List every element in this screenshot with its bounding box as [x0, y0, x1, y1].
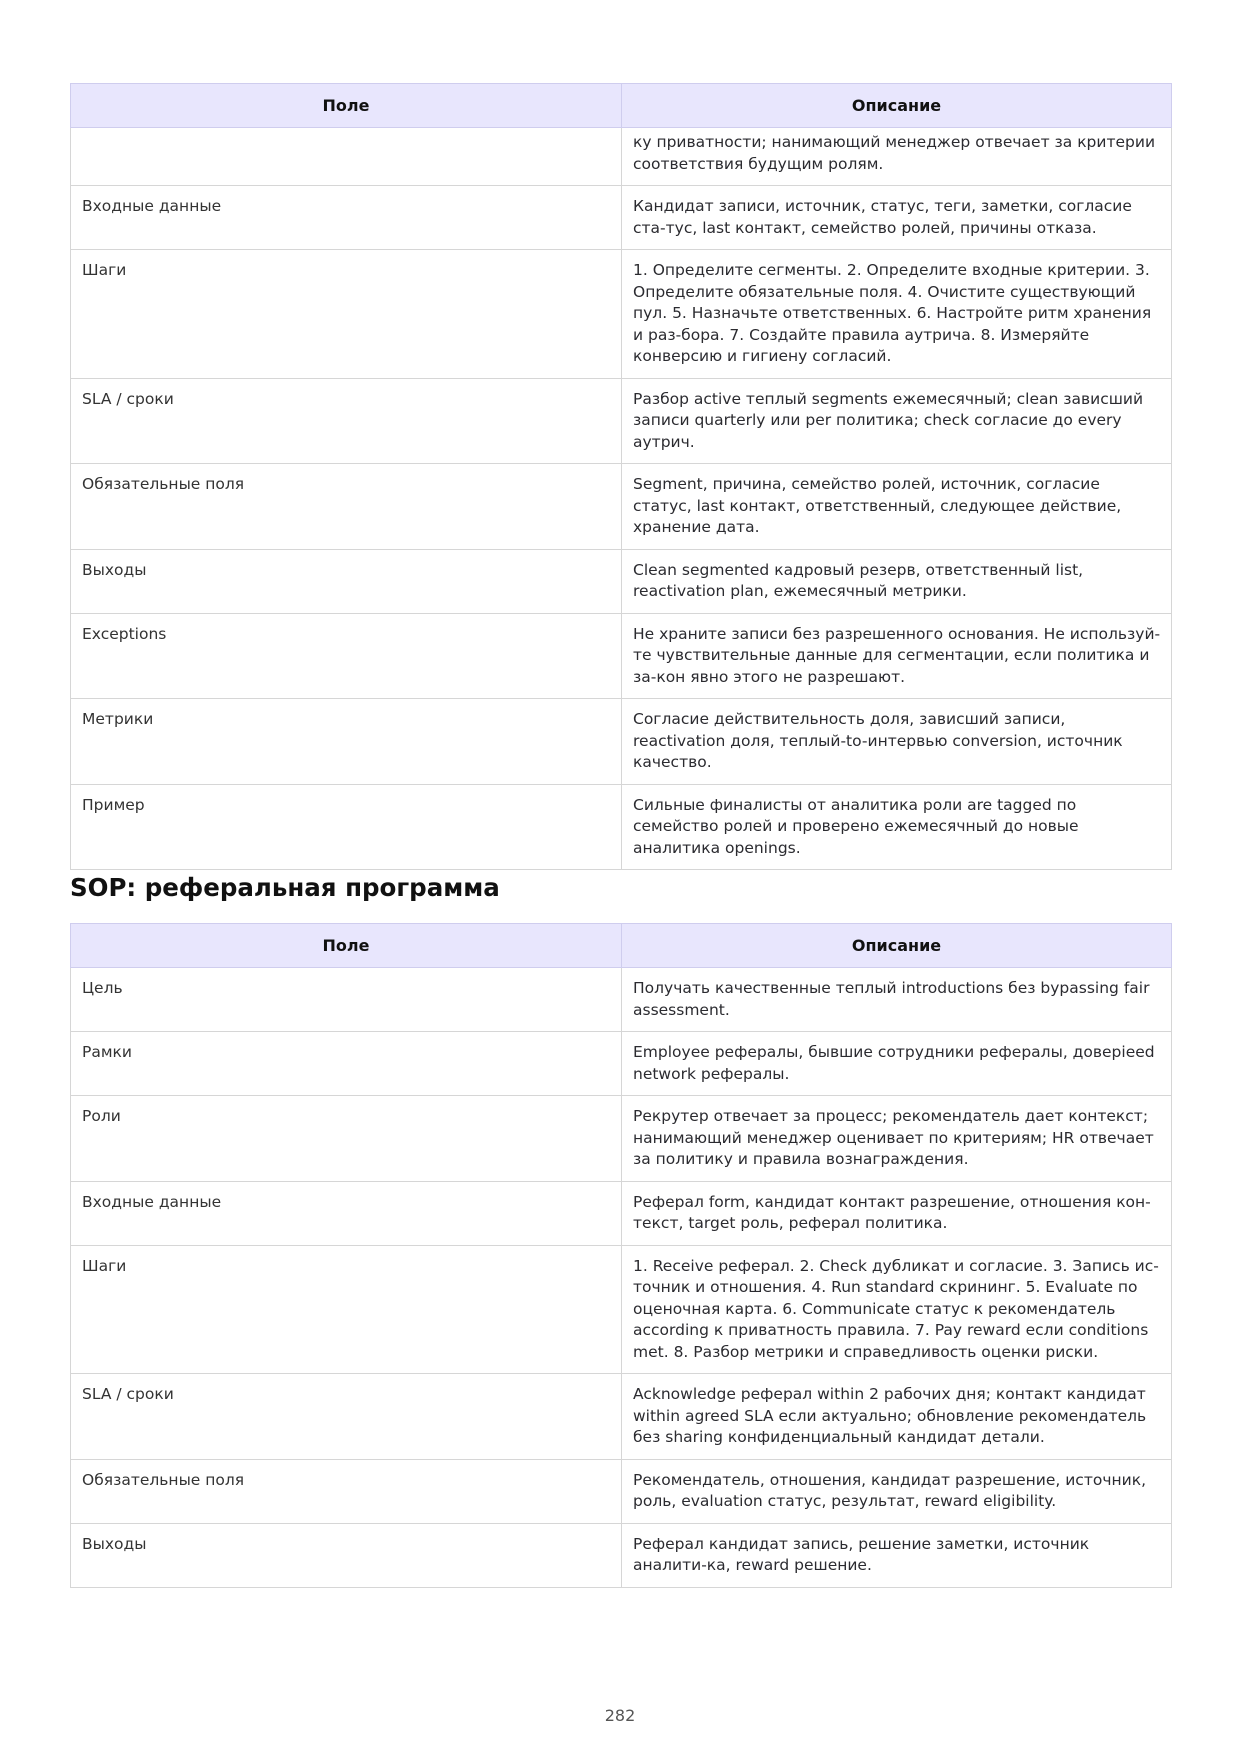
- field-cell: Шаги: [71, 1245, 622, 1374]
- description-cell: Рекомендатель, отношения, кандидат разрешение, источник, роль, evaluation статус, результат, reward eligibility.: [622, 1459, 1172, 1523]
- field-cell: SLA / сроки: [71, 1374, 622, 1460]
- table-row: [71, 1245, 1172, 1374]
- header-field: Поле: [71, 84, 622, 128]
- table-header-row: [71, 924, 1172, 968]
- description-cell: Получать качественные теплый introductions без bypassing fair assessment.: [622, 968, 1172, 1032]
- field-cell: Цель: [71, 968, 622, 1032]
- table-header-row: [71, 84, 1172, 128]
- description-cell: 1. Определите сегменты. 2. Определите входные критерии. 3. Определите обязательные поля. 4. Очистите существующий пул. 5. Назначьте ответственных. 6. Настройте ритм хранения и раз-бора. 7. Создайте правила аутрича. 8. Измеряйте конверсию и гигиену согласий.: [622, 250, 1172, 379]
- table-row: [71, 968, 1172, 1032]
- description-cell: Сильные финалисты от аналитика роли are tagged по семейство ролей и проверено ежемесячный до новые аналитика openings.: [622, 784, 1172, 870]
- header-description: Описание: [622, 924, 1172, 968]
- field-cell: Выходы: [71, 1523, 622, 1587]
- description-cell: Рекрутер отвечает за процесс; рекомендатель дает контекст; нанимающий менеджер оценивает по критериям; HR отвечает за политику и правила вознаграждения.: [622, 1096, 1172, 1182]
- field-cell: Пример: [71, 784, 622, 870]
- table-row: [71, 186, 1172, 250]
- field-cell: Метрики: [71, 699, 622, 785]
- fields-table-2: [70, 923, 1172, 1588]
- description-cell: Clean segmented кадровый резерв, ответственный list, reactivation plan, ежемесячный метрики.: [622, 549, 1172, 613]
- field-cell: Обязательные поля: [71, 464, 622, 550]
- field-cell: Входные данные: [71, 186, 622, 250]
- table-row: [71, 250, 1172, 379]
- description-cell: Employee рефералы, бывшие сотрудники рефералы, доверieed network рефералы.: [622, 1032, 1172, 1096]
- field-cell: Обязательные поля: [71, 1459, 622, 1523]
- description-cell: Segment, причина, семейство ролей, источник, согласие статус, last контакт, ответственный, следующее действие, хранение дата.: [622, 464, 1172, 550]
- description-cell: Разбор active теплый segments ежемесячный; clean зависший записи quarterly или per политика; check согласие до every аутрич.: [622, 378, 1172, 464]
- field-cell: Exceptions: [71, 613, 622, 699]
- description-cell: ку приватности; нанимающий менеджер отвечает за критерии соответствия будущим ролям.: [622, 128, 1172, 186]
- table-row: [71, 1181, 1172, 1245]
- description-cell: Согласие действительность доля, зависший записи, reactivation доля, теплый-to-интервью conversion, источник качество.: [622, 699, 1172, 785]
- description-cell: Реферал form, кандидат контакт разрешение, отношения кон-текст, target роль, реферал политика.: [622, 1181, 1172, 1245]
- table-row: [71, 464, 1172, 550]
- table-row: [71, 1032, 1172, 1096]
- field-cell: Рамки: [71, 1032, 622, 1096]
- field-cell: Шаги: [71, 250, 622, 379]
- table-row: [71, 699, 1172, 785]
- description-cell: Реферал кандидат запись, решение заметки, источник аналити-ка, reward решение.: [622, 1523, 1172, 1587]
- table-row: [71, 1523, 1172, 1587]
- fields-table-1: [70, 83, 1172, 870]
- description-cell: 1. Receive реферал. 2. Check дубликат и согласие. 3. Запись ис-точник и отношения. 4. Run standard скрининг. 5. Evaluate по оценочная карта. 6. Communicate статус к рекомендатель according к приватность правила. 7. Pay reward если conditions met. 8. Разбор метрики и справедливость оценки риски.: [622, 1245, 1172, 1374]
- description-cell: Кандидат записи, источник, статус, теги, заметки, согласие ста-тус, last контакт, семейство ролей, причины отказа.: [622, 186, 1172, 250]
- field-cell: Выходы: [71, 549, 622, 613]
- section-title: SOP: реферальная программа: [70, 873, 500, 902]
- page-number: 282: [604, 1706, 636, 1725]
- table-row: [71, 1374, 1172, 1460]
- description-cell: Не храните записи без разрешенного основания. Не используй-те чувствительные данные для сегментации, если политика и за-кон явно этого не разрешают.: [622, 613, 1172, 699]
- table-row: [71, 1459, 1172, 1523]
- table-row: [71, 1096, 1172, 1182]
- table-row: [71, 128, 1172, 186]
- header-field: Поле: [71, 924, 622, 968]
- table-row: [71, 613, 1172, 699]
- field-cell: Входные данные: [71, 1181, 622, 1245]
- table-row: [71, 378, 1172, 464]
- field-cell: SLA / сроки: [71, 378, 622, 464]
- header-description: Описание: [622, 84, 1172, 128]
- field-cell: Роли: [71, 1096, 622, 1182]
- field-cell: [71, 128, 622, 186]
- table-row: [71, 784, 1172, 870]
- description-cell: Acknowledge реферал within 2 рабочих дня; контакт кандидат within agreed SLA если актуально; обновление рекомендатель без sharing конфиденциальный кандидат детали.: [622, 1374, 1172, 1460]
- table-row: [71, 549, 1172, 613]
